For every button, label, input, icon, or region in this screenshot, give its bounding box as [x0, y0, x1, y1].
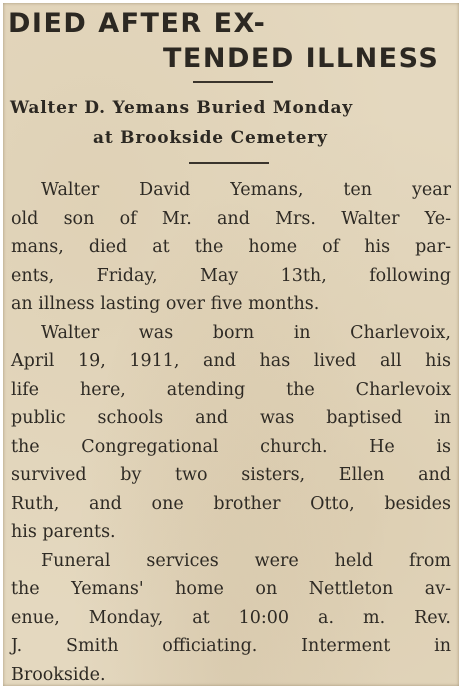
- article-line: the Congregational church. He is: [11, 436, 451, 457]
- article-line: Brookside.: [11, 664, 106, 685]
- article-line: old son of Mr. and Mrs. Walter Ye-: [11, 208, 451, 229]
- article-line: Walter was born in Charlevoix,: [41, 322, 451, 343]
- headline-divider: [193, 81, 273, 83]
- paragraph-1: [11, 176, 451, 319]
- headline-line-1: DIED AFTER EX-: [8, 8, 267, 39]
- article-line: Walter David Yemans, ten year: [41, 180, 451, 200]
- article-line: life here, atending the Charlevoix: [11, 379, 451, 400]
- headline-line-2: TENDED ILLNESS: [163, 43, 440, 74]
- subheadline-line-2: at Brookside Cemetery: [93, 128, 328, 148]
- article-line: J. Smith officiating. Interment in: [11, 636, 451, 656]
- article-line: Ruth, and one brother Otto, besides: [11, 493, 451, 514]
- paragraph-3: [11, 547, 451, 687]
- article-line: survived by two sisters, Ellen and: [11, 465, 451, 485]
- article-line: enue, Monday, at 10:00 a. m. Rev.: [11, 607, 451, 628]
- paragraph-2: [11, 319, 451, 547]
- article-line: ents, Friday, May 13th, following: [11, 265, 451, 286]
- subheadline-line-1: Walter D. Yemans Buried Monday: [10, 98, 353, 118]
- article-line: the Yemans' home on Nettleton av-: [11, 579, 451, 599]
- article-line: his parents.: [11, 522, 116, 542]
- article-line: Funeral services were held from: [41, 550, 451, 571]
- article-line: public schools and was baptised in: [11, 408, 451, 428]
- article-line: mans, died at the home of his par-: [11, 237, 451, 257]
- article-line: an illness lasting over five months.: [11, 294, 320, 314]
- article-body: [11, 176, 451, 686]
- subheadline-divider: [189, 162, 269, 164]
- article-line: April 19, 1911, and has lived all his: [11, 351, 451, 371]
- newspaper-clipping: [3, 3, 459, 686]
